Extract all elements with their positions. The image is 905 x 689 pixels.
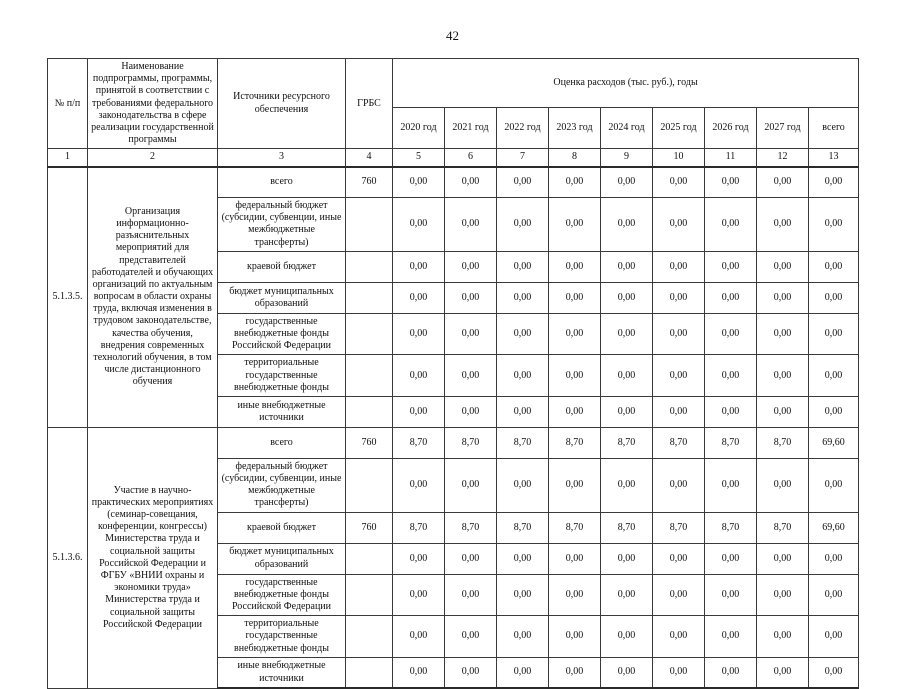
expense-value-cell: 0,00	[757, 282, 809, 313]
funding-source-cell: территориальные государственные внебюджетные фонды	[218, 616, 346, 658]
expense-value-cell: 8,70	[601, 427, 653, 458]
expense-value-cell: 0,00	[809, 313, 859, 355]
header-col-number: 13	[809, 149, 859, 167]
expense-value-cell: 0,00	[757, 396, 809, 427]
expense-value-cell: 0,00	[757, 313, 809, 355]
expense-value-cell: 0,00	[549, 313, 601, 355]
funding-source-cell: территориальные государственные внебюджетные фонды	[218, 355, 346, 397]
header-col-number: 1	[48, 149, 88, 167]
expense-value-cell: 0,00	[445, 616, 497, 658]
expense-value-cell: 0,00	[757, 355, 809, 397]
expense-value-cell: 0,00	[757, 543, 809, 574]
expense-value-cell: 8,70	[757, 512, 809, 543]
expense-value-cell: 0,00	[601, 574, 653, 616]
expense-value-cell: 0,00	[809, 574, 859, 616]
expense-value-cell: 0,00	[653, 616, 705, 658]
expense-value-cell: 0,00	[549, 282, 601, 313]
header-year: 2027 год	[757, 108, 809, 149]
expense-value-cell: 0,00	[809, 282, 859, 313]
expense-value-cell: 0,00	[653, 396, 705, 427]
expense-value-cell: 0,00	[497, 657, 549, 688]
grbs-cell	[346, 355, 393, 397]
expense-value-cell: 0,00	[705, 616, 757, 658]
expense-value-cell: 0,00	[809, 198, 859, 252]
expense-value-cell: 0,00	[497, 574, 549, 616]
grbs-cell	[346, 458, 393, 512]
header-year: 2023 год	[549, 108, 601, 149]
expense-value-cell: 0,00	[497, 251, 549, 282]
header-program-name: Наименование подпрограммы, программы, принятой в соответствии с требованиями федерального законодательства в сфере реализации государственной программы	[88, 59, 218, 149]
expense-value-cell: 0,00	[809, 355, 859, 397]
funding-source-cell: бюджет муниципальных образований	[218, 543, 346, 574]
expense-value-cell: 8,70	[393, 427, 445, 458]
expense-value-cell: 0,00	[393, 616, 445, 658]
header-total: всего	[809, 108, 859, 149]
header-col-number: 11	[705, 149, 757, 167]
expense-value-cell: 0,00	[705, 574, 757, 616]
expense-value-cell: 0,00	[497, 458, 549, 512]
expense-value-cell: 0,00	[497, 396, 549, 427]
header-row-main	[48, 59, 859, 108]
expense-value-cell: 8,70	[653, 427, 705, 458]
expense-value-cell: 8,70	[757, 427, 809, 458]
header-sources: Источники ресурсного обеспечения	[218, 59, 346, 149]
expense-value-cell: 0,00	[601, 616, 653, 658]
expense-value-cell: 0,00	[653, 251, 705, 282]
expense-value-cell: 0,00	[549, 167, 601, 198]
expense-value-cell: 0,00	[549, 574, 601, 616]
expense-value-cell: 0,00	[445, 396, 497, 427]
expense-value-cell: 0,00	[393, 396, 445, 427]
header-year: 2025 год	[653, 108, 705, 149]
grbs-cell	[346, 657, 393, 688]
expense-value-cell: 0,00	[393, 543, 445, 574]
expense-value-cell: 0,00	[809, 657, 859, 688]
expense-value-cell: 0,00	[549, 198, 601, 252]
expense-value-cell: 8,70	[549, 512, 601, 543]
expense-value-cell: 8,70	[497, 512, 549, 543]
expense-value-cell: 0,00	[549, 616, 601, 658]
table-row	[48, 427, 859, 458]
grbs-cell	[346, 616, 393, 658]
grbs-cell	[346, 198, 393, 252]
expense-value-cell: 0,00	[757, 458, 809, 512]
expense-value-cell: 8,70	[705, 427, 757, 458]
expense-value-cell: 0,00	[601, 355, 653, 397]
expense-value-cell: 0,00	[809, 251, 859, 282]
expense-value-cell: 0,00	[601, 251, 653, 282]
expense-value-cell: 0,00	[445, 543, 497, 574]
expense-value-cell: 0,00	[653, 574, 705, 616]
expense-value-cell: 0,00	[549, 251, 601, 282]
header-col-number: 6	[445, 149, 497, 167]
header-year: 2024 год	[601, 108, 653, 149]
expense-value-cell: 0,00	[393, 282, 445, 313]
expense-value-cell: 0,00	[445, 198, 497, 252]
expense-value-cell: 0,00	[549, 543, 601, 574]
funding-source-cell: бюджет муниципальных образований	[218, 282, 346, 313]
expense-value-cell: 0,00	[653, 657, 705, 688]
expense-value-cell: 0,00	[393, 355, 445, 397]
row-number-cell: 5.1.3.6.	[48, 427, 88, 688]
header-col-number: 4	[346, 149, 393, 167]
expense-value-cell: 0,00	[653, 313, 705, 355]
expense-value-cell: 0,00	[601, 313, 653, 355]
grbs-cell: 760	[346, 512, 393, 543]
expense-value-cell: 8,70	[445, 512, 497, 543]
funding-source-cell: краевой бюджет	[218, 251, 346, 282]
expense-value-cell: 0,00	[705, 251, 757, 282]
expense-value-cell: 0,00	[653, 458, 705, 512]
expense-value-cell: 0,00	[705, 355, 757, 397]
expense-value-cell: 0,00	[601, 198, 653, 252]
header-col-number: 2	[88, 149, 218, 167]
funding-source-cell: краевой бюджет	[218, 512, 346, 543]
header-col-number: 10	[653, 149, 705, 167]
expense-value-cell: 0,00	[757, 198, 809, 252]
expense-value-cell: 0,00	[705, 313, 757, 355]
expense-value-cell: 0,00	[705, 167, 757, 198]
program-name-cell: Организация информационно-разъяснительных мероприятий для представителей работодателей и обучающих организаций по актуальным вопросам в области охраны труда, включая изменения в трудовом законодательстве, качества обучения, внедрения современных технологий обучения, в том числе дистанционного обучения	[88, 167, 218, 428]
expense-value-cell: 0,00	[549, 458, 601, 512]
header-col-number: 8	[549, 149, 601, 167]
expense-value-cell: 8,70	[393, 512, 445, 543]
expense-value-cell: 0,00	[445, 282, 497, 313]
expense-value-cell: 0,00	[601, 458, 653, 512]
header-year: 2020 год	[393, 108, 445, 149]
funding-source-cell: всего	[218, 427, 346, 458]
expense-value-cell: 0,00	[705, 396, 757, 427]
expense-value-cell: 0,00	[705, 198, 757, 252]
header-year: 2021 год	[445, 108, 497, 149]
header-col-number: 7	[497, 149, 549, 167]
expense-value-cell: 0,00	[497, 543, 549, 574]
expense-value-cell: 0,00	[445, 355, 497, 397]
expense-value-cell: 0,00	[497, 167, 549, 198]
expense-value-cell: 0,00	[393, 458, 445, 512]
grbs-cell: 760	[346, 167, 393, 198]
grbs-cell	[346, 396, 393, 427]
expense-value-cell: 0,00	[445, 313, 497, 355]
expense-value-cell: 0,00	[653, 198, 705, 252]
expense-value-cell: 0,00	[601, 167, 653, 198]
header-row-column-numbers	[48, 149, 859, 167]
expense-value-cell: 0,00	[757, 574, 809, 616]
expense-value-cell: 8,70	[445, 427, 497, 458]
expense-value-cell: 0,00	[809, 167, 859, 198]
expense-value-cell: 0,00	[705, 282, 757, 313]
header-col-number: 9	[601, 149, 653, 167]
funding-source-cell: иные внебюджетные источники	[218, 396, 346, 427]
header-grbs: ГРБС	[346, 59, 393, 149]
header-col-number: 12	[757, 149, 809, 167]
expense-value-cell: 0,00	[653, 543, 705, 574]
expense-value-cell: 69,60	[809, 512, 859, 543]
expense-value-cell: 0,00	[549, 396, 601, 427]
funding-source-cell: всего	[218, 167, 346, 198]
expense-value-cell: 0,00	[757, 251, 809, 282]
expense-value-cell: 0,00	[809, 543, 859, 574]
grbs-cell: 760	[346, 427, 393, 458]
expense-value-cell: 0,00	[809, 396, 859, 427]
expense-value-cell: 0,00	[393, 657, 445, 688]
expense-value-cell: 0,00	[445, 458, 497, 512]
expense-value-cell: 0,00	[705, 458, 757, 512]
expense-value-cell: 0,00	[393, 574, 445, 616]
expense-value-cell: 8,70	[601, 512, 653, 543]
grbs-cell	[346, 543, 393, 574]
expense-value-cell: 0,00	[497, 616, 549, 658]
expense-value-cell: 0,00	[601, 396, 653, 427]
header-year: 2022 год	[497, 108, 549, 149]
header-col-number: 3	[218, 149, 346, 167]
expense-value-cell: 0,00	[705, 543, 757, 574]
row-number-cell: 5.1.3.5.	[48, 167, 88, 428]
page-number: 42	[446, 28, 459, 43]
expense-value-cell: 8,70	[497, 427, 549, 458]
expense-value-cell: 0,00	[445, 657, 497, 688]
funding-source-cell: государственные внебюджетные фонды Российской Федерации	[218, 313, 346, 355]
expense-value-cell: 8,70	[549, 427, 601, 458]
expense-value-cell: 0,00	[809, 616, 859, 658]
expense-value-cell: 69,60	[809, 427, 859, 458]
program-name-cell: Участие в научно-практических мероприятиях (семинар-совещания, конференции, конгрессы) Министерства труда и социальной защиты Российской Федерации и ФГБУ «ВНИИ охраны и экономики труда» Министерства труда и социальной защиты Российской Федерации	[88, 427, 218, 688]
grbs-cell	[346, 574, 393, 616]
expense-value-cell: 0,00	[601, 657, 653, 688]
grbs-cell	[346, 251, 393, 282]
expense-value-cell: 0,00	[393, 198, 445, 252]
expense-value-cell: 0,00	[601, 543, 653, 574]
expense-value-cell: 0,00	[393, 167, 445, 198]
expense-value-cell: 0,00	[705, 657, 757, 688]
header-year: 2026 год	[705, 108, 757, 149]
table-body	[48, 167, 859, 689]
grbs-cell	[346, 282, 393, 313]
expense-value-cell: 0,00	[393, 313, 445, 355]
budget-table	[47, 58, 859, 689]
table-row	[48, 167, 859, 198]
header-row-number: № п/п	[48, 59, 88, 149]
expense-value-cell: 0,00	[757, 616, 809, 658]
expense-value-cell: 0,00	[445, 167, 497, 198]
expense-value-cell: 0,00	[601, 282, 653, 313]
expense-value-cell: 0,00	[497, 198, 549, 252]
expense-value-cell: 8,70	[653, 512, 705, 543]
funding-source-cell: федеральный бюджет (субсидии, субвенции, иные межбюджетные трансферты)	[218, 458, 346, 512]
header-costs: Оценка расходов (тыс. руб.), годы	[393, 59, 859, 108]
header-col-number: 5	[393, 149, 445, 167]
expense-value-cell: 0,00	[445, 574, 497, 616]
expense-value-cell: 0,00	[757, 657, 809, 688]
expense-value-cell: 0,00	[497, 313, 549, 355]
expense-value-cell: 0,00	[653, 282, 705, 313]
table-header	[48, 59, 859, 167]
expense-value-cell: 0,00	[653, 167, 705, 198]
funding-source-cell: государственные внебюджетные фонды Российской Федерации	[218, 574, 346, 616]
expense-value-cell: 0,00	[549, 355, 601, 397]
expense-value-cell: 0,00	[653, 355, 705, 397]
expense-value-cell: 8,70	[705, 512, 757, 543]
expense-value-cell: 0,00	[757, 167, 809, 198]
expense-value-cell: 0,00	[445, 251, 497, 282]
expense-value-cell: 0,00	[497, 282, 549, 313]
funding-source-cell: федеральный бюджет (субсидии, субвенции, иные межбюджетные трансферты)	[218, 198, 346, 252]
grbs-cell	[346, 313, 393, 355]
expense-value-cell: 0,00	[393, 251, 445, 282]
funding-source-cell: иные внебюджетные источники	[218, 657, 346, 688]
expense-value-cell: 0,00	[497, 355, 549, 397]
expense-value-cell: 0,00	[809, 458, 859, 512]
expense-value-cell: 0,00	[549, 657, 601, 688]
